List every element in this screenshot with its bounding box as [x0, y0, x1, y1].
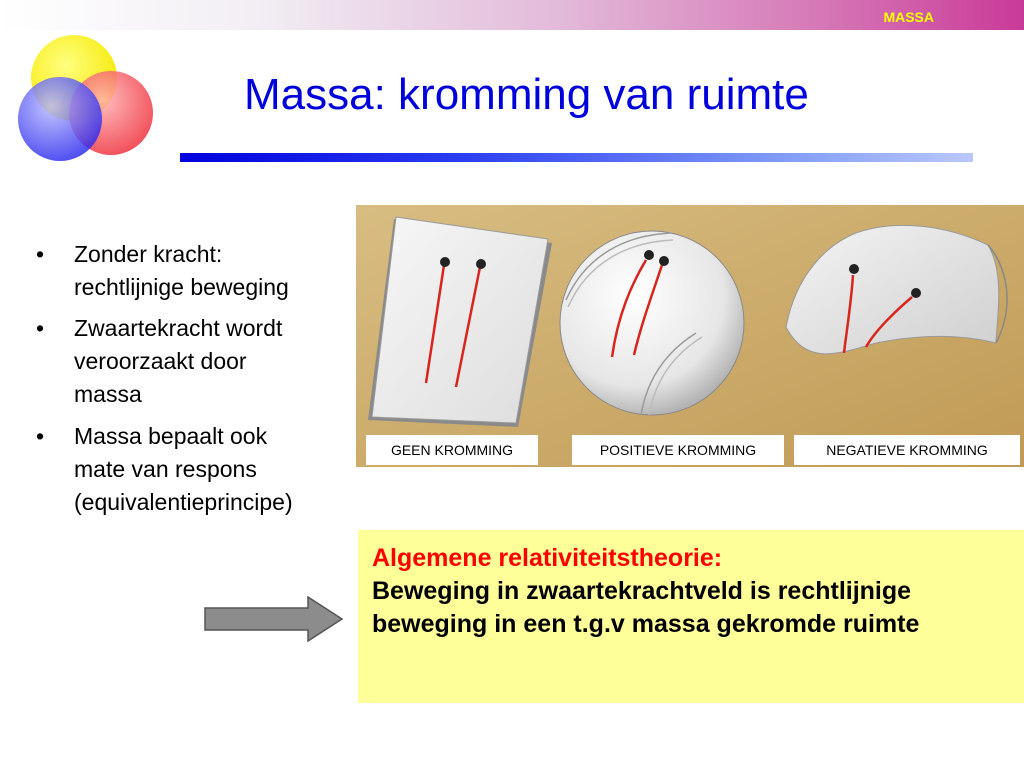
bullet-text: Zonder kracht: rechtlijnige beweging — [74, 241, 289, 301]
bullet-text: Zwaartekracht wordt veroorzaakt door massa — [74, 315, 283, 408]
bullet-list — [36, 238, 356, 527]
label-positieve-kromming: POSITIEVE KROMMING — [572, 435, 784, 465]
callout-body: Beweging in zwaartekrachtveld is rechtlijnige beweging in een t.g.v massa gekromde ruimte — [372, 577, 920, 638]
sphere-surface — [560, 231, 744, 415]
callout-heading: Algemene relativiteitstheorie: — [372, 544, 723, 572]
section-label: MASSA — [883, 9, 934, 25]
slide-title: Massa: kromming van ruimte — [244, 70, 809, 119]
relativity-callout — [358, 530, 1024, 703]
curvature-illustration — [356, 205, 1024, 467]
bullet-marker: • — [36, 241, 45, 267]
bullet-item — [36, 420, 356, 519]
title-underline — [180, 153, 973, 162]
venn-circles-logo — [14, 32, 156, 164]
curvature-drawing — [356, 205, 1024, 467]
label-negatieve-kromming: NEGATIEVE KROMMING — [794, 435, 1020, 465]
label-geen-kromming: GEEN KROMMING — [366, 435, 538, 465]
right-arrow-icon — [204, 596, 344, 642]
bullet-item — [36, 312, 356, 411]
bullet-item — [36, 238, 356, 304]
bullet-marker: • — [36, 315, 45, 342]
bullet-marker: • — [36, 422, 45, 449]
top-banner — [0, 0, 1024, 30]
bullet-text: Massa bepaalt ook mate van respons (equivalentieprincipe) — [74, 422, 293, 515]
